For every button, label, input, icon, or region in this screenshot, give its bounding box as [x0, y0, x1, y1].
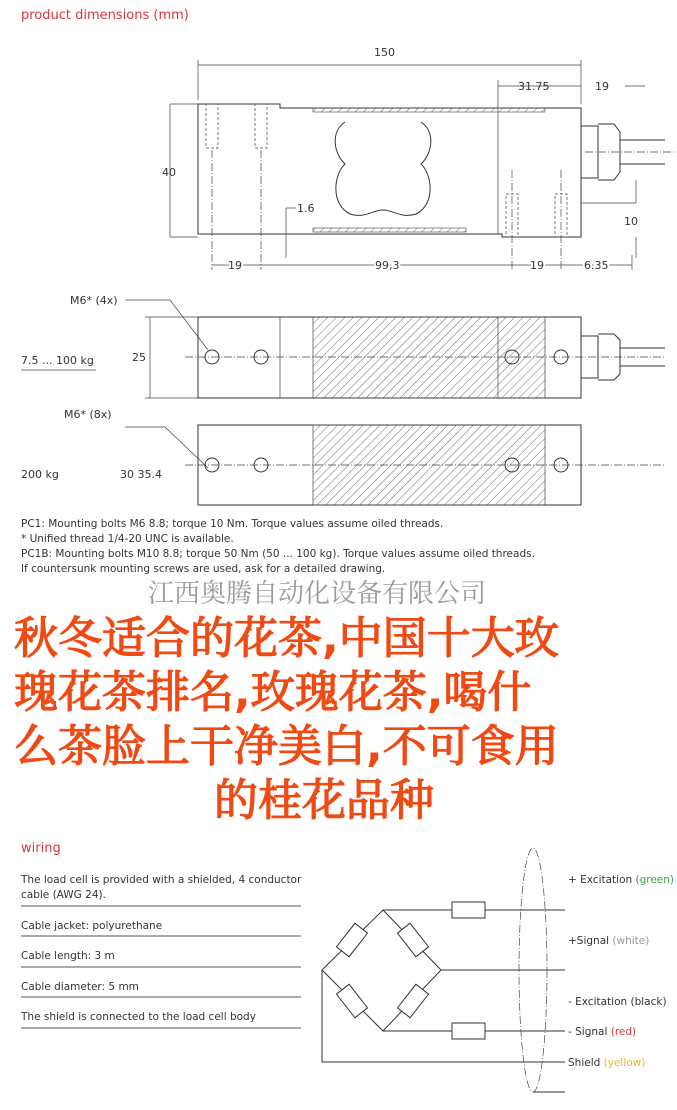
watermark: 江西奥腾自动化设备有限公司: [148, 579, 487, 609]
mounting-notes: [21, 518, 535, 575]
spec-awg: cable (AWG 24).: [21, 889, 106, 901]
svg-text:- Excitation (black): [568, 996, 667, 1008]
m6-8x-label: M6* (8x): [64, 408, 112, 421]
m6-4x-label: M6* (4x): [70, 294, 118, 307]
wire-color-white: (white): [612, 935, 650, 947]
dim-31-75: 31.75: [518, 80, 550, 93]
dim-150: 150: [374, 46, 395, 59]
capacity-range-1: 7.5 ... 100 kg: [21, 354, 94, 367]
wire-color-green: (green): [635, 874, 675, 886]
spec-diameter: Cable diameter: 5 mm: [21, 981, 139, 993]
spec-cable: The load cell is provided with a shielded, 4 conductor: [21, 874, 302, 886]
side-view: [162, 46, 675, 272]
wiring-title: wiring: [21, 841, 61, 856]
svg-text:Shield (yellow): [568, 1057, 645, 1069]
overlay-headline: [14, 612, 674, 828]
wiring-specs: [20, 874, 302, 1028]
dimensions-title: product dimensions (mm): [21, 8, 189, 23]
note-countersunk: If countersunk mounting screws are used, ask for a detailed drawing.: [21, 563, 386, 575]
top-view: [21, 294, 665, 398]
wire-color-red: (red): [610, 1026, 637, 1038]
capacity-range-2: 200 kg: [21, 468, 59, 481]
wire-color-black: (black): [630, 996, 667, 1008]
wire-color-yellow: (yellow): [603, 1057, 646, 1069]
dim-99-3: 99,3: [375, 259, 400, 272]
dim-19-left: 19: [228, 259, 242, 272]
spec-length: Cable length: 3 m: [21, 950, 115, 962]
note-pc1: PC1: Mounting bolts M6 8.8; torque 10 Nm. Torque values assume oiled threads.: [21, 518, 444, 530]
dims-200kg: 30 35.4: [120, 468, 162, 481]
wire-signal-plus: +Signal: [568, 935, 610, 947]
wire-signal-minus: - Signal: [568, 1026, 608, 1038]
svg-text:- Signal (red): [568, 1026, 636, 1038]
dim-6-35: 6.35: [584, 259, 609, 272]
dim-1-6: 1.6: [297, 202, 315, 215]
overlay-line-1: 秋冬适合的花茶,中国十大玫: [14, 613, 559, 664]
wire-excitation-minus: - Excitation: [568, 996, 628, 1008]
svg-text:+Signal (white): [568, 935, 649, 947]
dim-10: 10: [624, 215, 638, 228]
svg-text:+ Excitation (green): [568, 874, 674, 886]
wire-labels: [568, 874, 674, 1069]
overlay-line-2: 瑰花茶排名,玫瑰花茶,喝什: [14, 667, 532, 718]
overlay-line-3: 么茶脸上干净美白,不可食用: [14, 721, 559, 772]
bridge-diagram: [322, 848, 565, 1092]
wire-excitation-plus: + Excitation: [568, 874, 633, 886]
note-unc: * Unified thread 1/4-20 UNC is available.: [21, 533, 234, 545]
dim-19-cable: 19: [595, 80, 609, 93]
dim-25: 25: [132, 351, 146, 364]
dim-19-right: 19: [530, 259, 544, 272]
note-pc1b: PC1B: Mounting bolts M10 8.8; torque 50 Nm (50 ... 100 kg). Torque values assume oiled threads.: [21, 548, 535, 560]
wire-shield: Shield: [568, 1057, 601, 1069]
dim-40: 40: [162, 166, 176, 179]
spec-shield: The shield is connected to the load cell body: [21, 1011, 256, 1023]
wiring-section: [20, 841, 674, 1092]
spec-jacket: Cable jacket: polyurethane: [21, 920, 163, 932]
overlay-line-4: 的桂花品种: [214, 775, 434, 826]
top-view-200kg: [21, 408, 665, 505]
